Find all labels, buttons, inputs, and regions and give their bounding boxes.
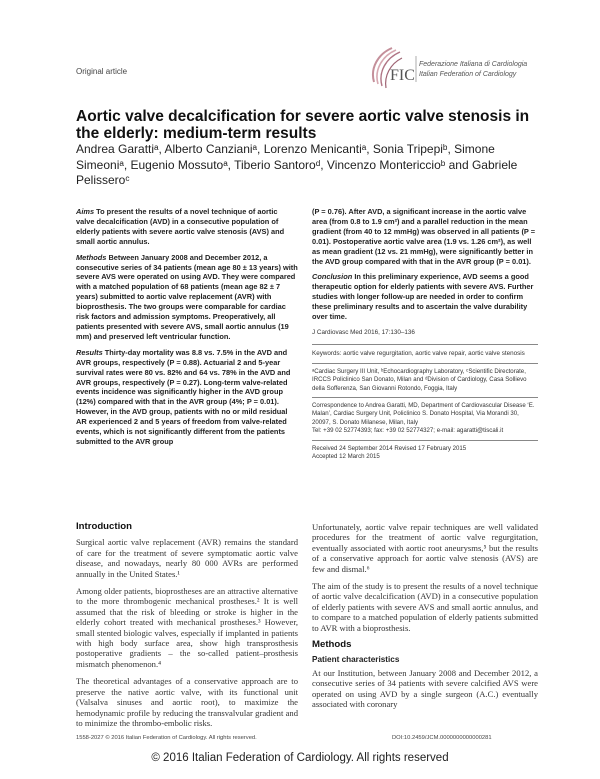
footer-issn: 1558-2027 © 2016 Italian Federation of Cardiology. All rights reserved. [76,735,257,741]
logo-line-2: Italian Federation of Cardiology [419,71,517,78]
abstract-results: Results Thirty-day mortality was 8.8 vs. 7.5% in the AVD and AVR groups, respectively (P = 0.88). Actuarial 2 and 5-year survival rates were 80 vs. 82% and 64 vs. 78% in the AVD and AVR groups, respectively (P = 0.27). Long-term valve-related events incidence was significantly higher in the AVD group (12%) compared with that in the AVR group (4%; P = 0.01). However, in the AVD group, patients with no or mild residual AR experienced 2 and 5 years of freedom from valve-related events, which is not significantly different from the patients submitted to the AVR group [76,347,291,446]
footer-doi: DOI:10.2459/JCM.0000000000000281 [392,735,492,741]
fic-logo [368,38,538,98]
intro-paragraph-1: Surgical aortic valve replacement (AVR) remains the standard of care for the treatment of severe symptomatic aortic valve disease, and nowadays, nearly 80 000 AVRs are performed annually in the United States.¹ [76,537,298,579]
patient-characteristics-heading: Patient characteristics [312,655,400,665]
date-revised: Revised 17 February 2015 [394,444,467,452]
logo-line-1: Federazione Italiana di Cardiologia [419,61,528,68]
correspondence-contact: Tel: +39 02 52774393; fax: +39 02 52774327; e-mail: agaratti@tiscali.it [312,427,504,435]
keywords: Keywords: aortic valve regurgitation, aortic valve repair, aortic valve stenosis [312,344,538,359]
abstract-left-column [76,207,298,453]
abstract-conclusion: Conclusion In this preliminary experience, AVD seems a good therapeutic option for elderly patients with severe AVS. Further studies with longer follow-up are needed in order to confirm these preliminary results and to ascertain the valve durability over time. [312,272,534,322]
abstract-aims: Aims To present the results of a novel technique of aortic valve decalcification (AVD) in a consecutive population of elderly patients with severe aortic valve stenosis (AVS) and small aortic annulus. [76,207,285,246]
intro-paragraph-5: The aim of the study is to present the results of a novel technique of aortic valve decalcification (AVD) in a consecutive population of elderly patients with severe AVS and small aortic annulus, and to compare to a matched population of elderly patients submitted to AVR with a bioprosthesis. [312,581,538,633]
section-label: Original article [76,67,128,76]
body-right-column [312,522,538,717]
abstract-methods: Methods Between January 2008 and December 2012, a consecutive series of 34 patients (mean age 80 ± 13 years) with severe AVS were operated on using AVD. They were compared with a matched population of 68 patients (mean age 82 ± 7 years) submitted to aortic valve replacement (AVR) with bioprosthesis. The two groups were comparable for cardiac risk factors and admission symptoms. Preoperatively, all patients presented with severe AVS, small aortic annulus (19 mm) and preserved left ventricular function. [76,252,298,341]
correspondence-address: Correspondence to Andrea Garatti, MD, Department of Cardiovascular Disease ‘E. Malan’, Cardiac Surgery Unit, Policlinico S. Donato Hospital, Via Morandi 30, 20097, S. Donato Milanese, Milan, Italy [312,402,535,426]
introduction-heading: Introduction [76,521,132,532]
abstract-right-column [312,207,538,461]
intro-paragraph-2: Among older patients, bioprostheses are an attractive alternative to the more thrombogenic mechanical prostheses.² It is well assumed that the risk of bleeding or stroke is higher in the elderly cohort treated with mechanical prostheses.³ However, small stented biologic valves, especially if implanted in patients with high body surface area, show high transprosthesis postoperative gradients – the so-called patient–prosthesis mismatch phenomenon.⁴ [76,586,298,669]
intro-paragraph-3: The theoretical advantages of a conservative approach are to preserve the native aortic valve, with its functional unit (Valsalva sinuses and aortic root), to maximize the hemodynamic profile by reducing the transvalvular gradient and to minimize the thrombo-embolic risks. [76,676,298,728]
methods-paragraph-1: At our Institution, between January 2008 and December 2012, a consecutive series of 34 patients with severe calcified AVS were operated on using AVD by a single surgeon (A.C.) eventually associated with coronary [312,667,538,710]
intro-paragraph-4: Unfortunately, aortic valve repair techniques are well validated procedures for the treatment of aortic valve regurgitation, eventually associated with aortic root aneurysms,⁵ but the results of a conservative approach for aortic valve stenosis (AVS) are few and dismal.⁶ [312,522,538,574]
date-received: Received 24 September 2014 [312,444,393,452]
body-left-column [76,522,298,735]
article-title: Aortic valve decalcification for severe aortic valve stenosis in the elderly: medium-term results [76,108,530,142]
correspondence [312,397,538,436]
author-list: Andrea Garattiᵃ, Alberto Canzianiᵃ, Lorenzo Menicantiᵃ, Sonia Tripepiᵇ, Simone Simeoniᵃ, Eugenio Mossutoᵃ, Tiberio Santoroᵈ, Vincenzo Montericcioᵇ and Gabriele Pelisseroᶜ [76,142,518,187]
article-dates [312,440,538,462]
methods-heading: Methods [312,639,352,651]
abstract-results-continued: (P = 0.76). After AVD, a significant increase in the aortic valve area (from 0.8 to 1.9 cm²) and a parallel reduction in the mean gradient (from 40 to 12 mmHg) was observed in all patients (P = 0.01). Postoperative aortic valve area (1.9 vs. 1.26 cm²), as well as mean gradient (12 vs. 21 mmHg), were significantly better in the AVD group compared with that in the AVR group (P = 0.01). [312,207,536,266]
journal-reference: J Cardiovasc Med 2016, 17:130–136 [312,328,415,336]
affiliations: ᵃCardiac Surgery III Unit, ᵇEchocardiography Laboratory, ᶜScientific Directorate, IRCCS Policlinico San Donato, Milan and ᵈDivision of Cardiology, Casa Sollievo della Sofferenza, San Giovanni Rotondo, Foggia, Italy [312,363,538,393]
date-accepted: Accepted 12 March 2015 [312,453,380,461]
copyright-notice: © 2016 Italian Federation of Cardiology. All rights reserved [151,752,449,764]
svg-text:FIC: FIC [390,67,415,84]
